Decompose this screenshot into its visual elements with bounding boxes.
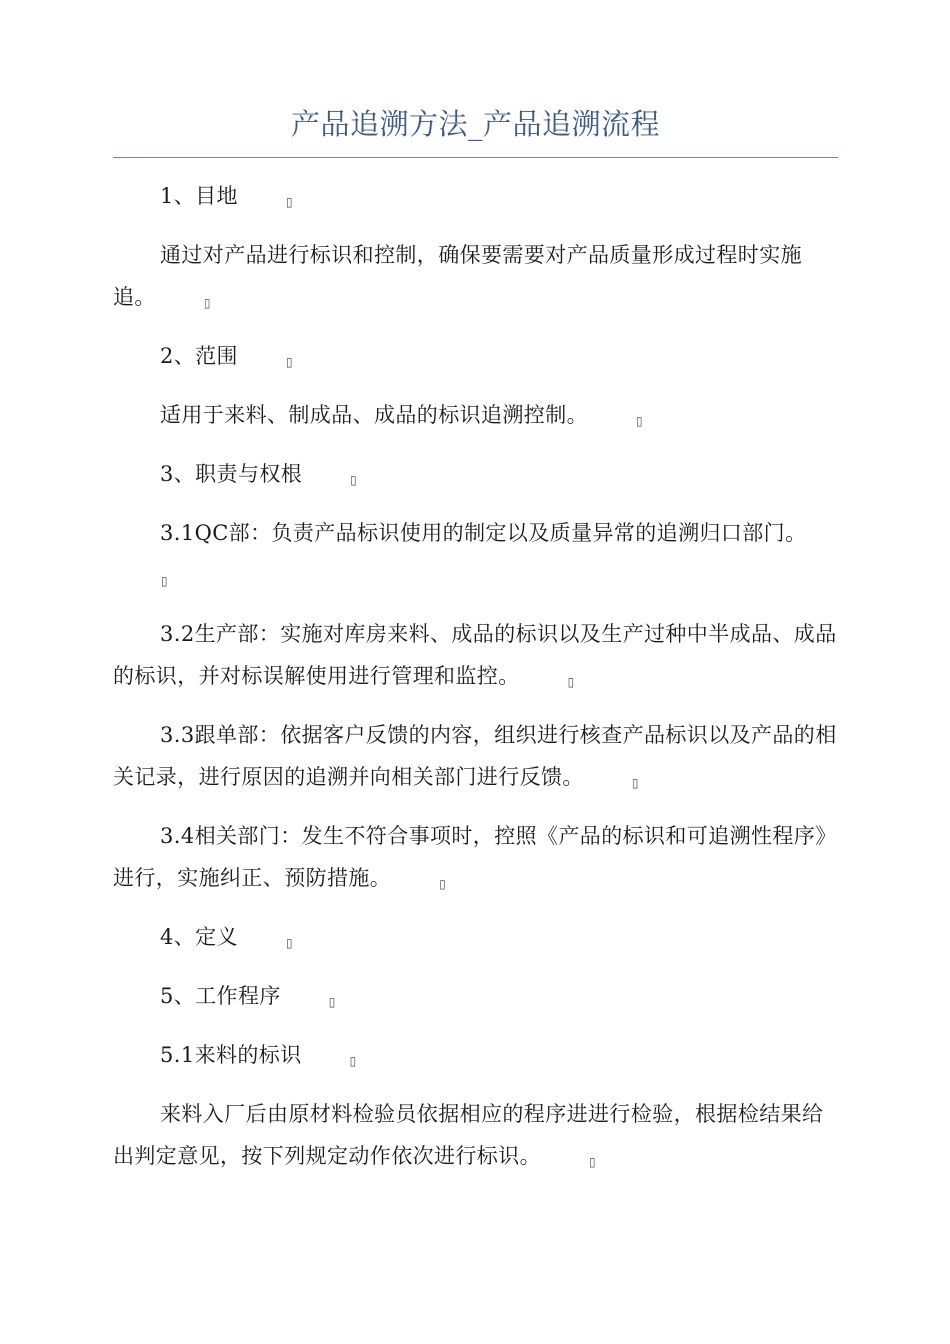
- paragraph-mark-icon: ▯: [161, 574, 169, 588]
- paragraph-scope-text: [113, 394, 838, 436]
- paragraph-text: 3.3跟单部：依据客户反馈的内容，组织进行核查产品标识以及产品的相关记录，进行原因的追溯并向相关部门进行反馈。: [113, 723, 837, 789]
- paragraph-related-depts: [113, 815, 838, 899]
- paragraph-text: 2、范围: [160, 344, 238, 368]
- paragraph-qc-dept: [113, 512, 838, 596]
- paragraph-text: 5.1来料的标识: [160, 1043, 302, 1067]
- paragraph-mark-icon: ▯: [589, 1155, 597, 1169]
- paragraph-text: 3.2生产部：实施对库房来料、成品的标识以及生产过种中半成品、成品的标识，并对标误解使用进行管理和监控。: [113, 622, 837, 688]
- paragraph-mark-icon: ▯: [567, 675, 575, 689]
- paragraph-text: 3.4相关部门：发生不符合事项时，控照《产品的标识和可追溯性程序》进行，实施纠正、预防措施。: [113, 824, 837, 890]
- paragraph-mark-icon: ▯: [349, 1054, 357, 1068]
- paragraph-mark-icon: ▯: [203, 296, 211, 310]
- paragraph-incoming-material-text: [113, 1093, 838, 1177]
- paragraph-mark-icon: ▯: [350, 473, 358, 487]
- paragraph-purpose-text: [113, 234, 838, 318]
- paragraph-production-dept: [113, 613, 838, 697]
- section-heading-definitions: [113, 916, 838, 958]
- section-heading-purpose: [113, 175, 838, 217]
- section-heading-scope: [113, 335, 838, 377]
- paragraph-text: 适用于来料、制成品、成品的标识追溯控制。: [160, 403, 588, 427]
- paragraph-text: 5、工作程序: [160, 984, 281, 1008]
- paragraph-mark-icon: ▯: [285, 195, 293, 209]
- section-heading-responsibilities: [113, 453, 838, 495]
- paragraph-mark-icon: ▯: [636, 414, 644, 428]
- document-body: [113, 175, 838, 1194]
- paragraph-text: 通过对产品进行标识和控制，确保要需要对产品质量形成过程时实施追。: [113, 243, 802, 309]
- paragraph-mark-icon: ▯: [439, 877, 447, 891]
- title-divider: [113, 157, 838, 158]
- paragraph-text: 3、职责与权根: [160, 462, 303, 486]
- paragraph-text: 4、定义: [160, 925, 238, 949]
- paragraph-mark-icon: ▯: [631, 776, 639, 790]
- paragraph-mark-icon: ▯: [285, 355, 293, 369]
- document-title: 产品追溯方法_产品追溯流程: [290, 107, 660, 141]
- paragraph-text: 3.1QC部：负责产品标识使用的制定以及质量异常的追溯归口部门。: [160, 521, 807, 545]
- subsection-heading-incoming-material: [113, 1034, 838, 1076]
- paragraph-text: 来料入厂后由原材料检验员依据相应的程序进进行检验，根据检结果给出判定意见，按下列规定动作依次进行标识。: [113, 1102, 824, 1168]
- paragraph-merchandising-dept: [113, 714, 838, 798]
- section-heading-procedure: [113, 975, 838, 1017]
- paragraph-mark-icon: ▯: [285, 936, 293, 950]
- paragraph-mark-icon: ▯: [328, 995, 336, 1009]
- paragraph-text: 1、目地: [160, 184, 238, 208]
